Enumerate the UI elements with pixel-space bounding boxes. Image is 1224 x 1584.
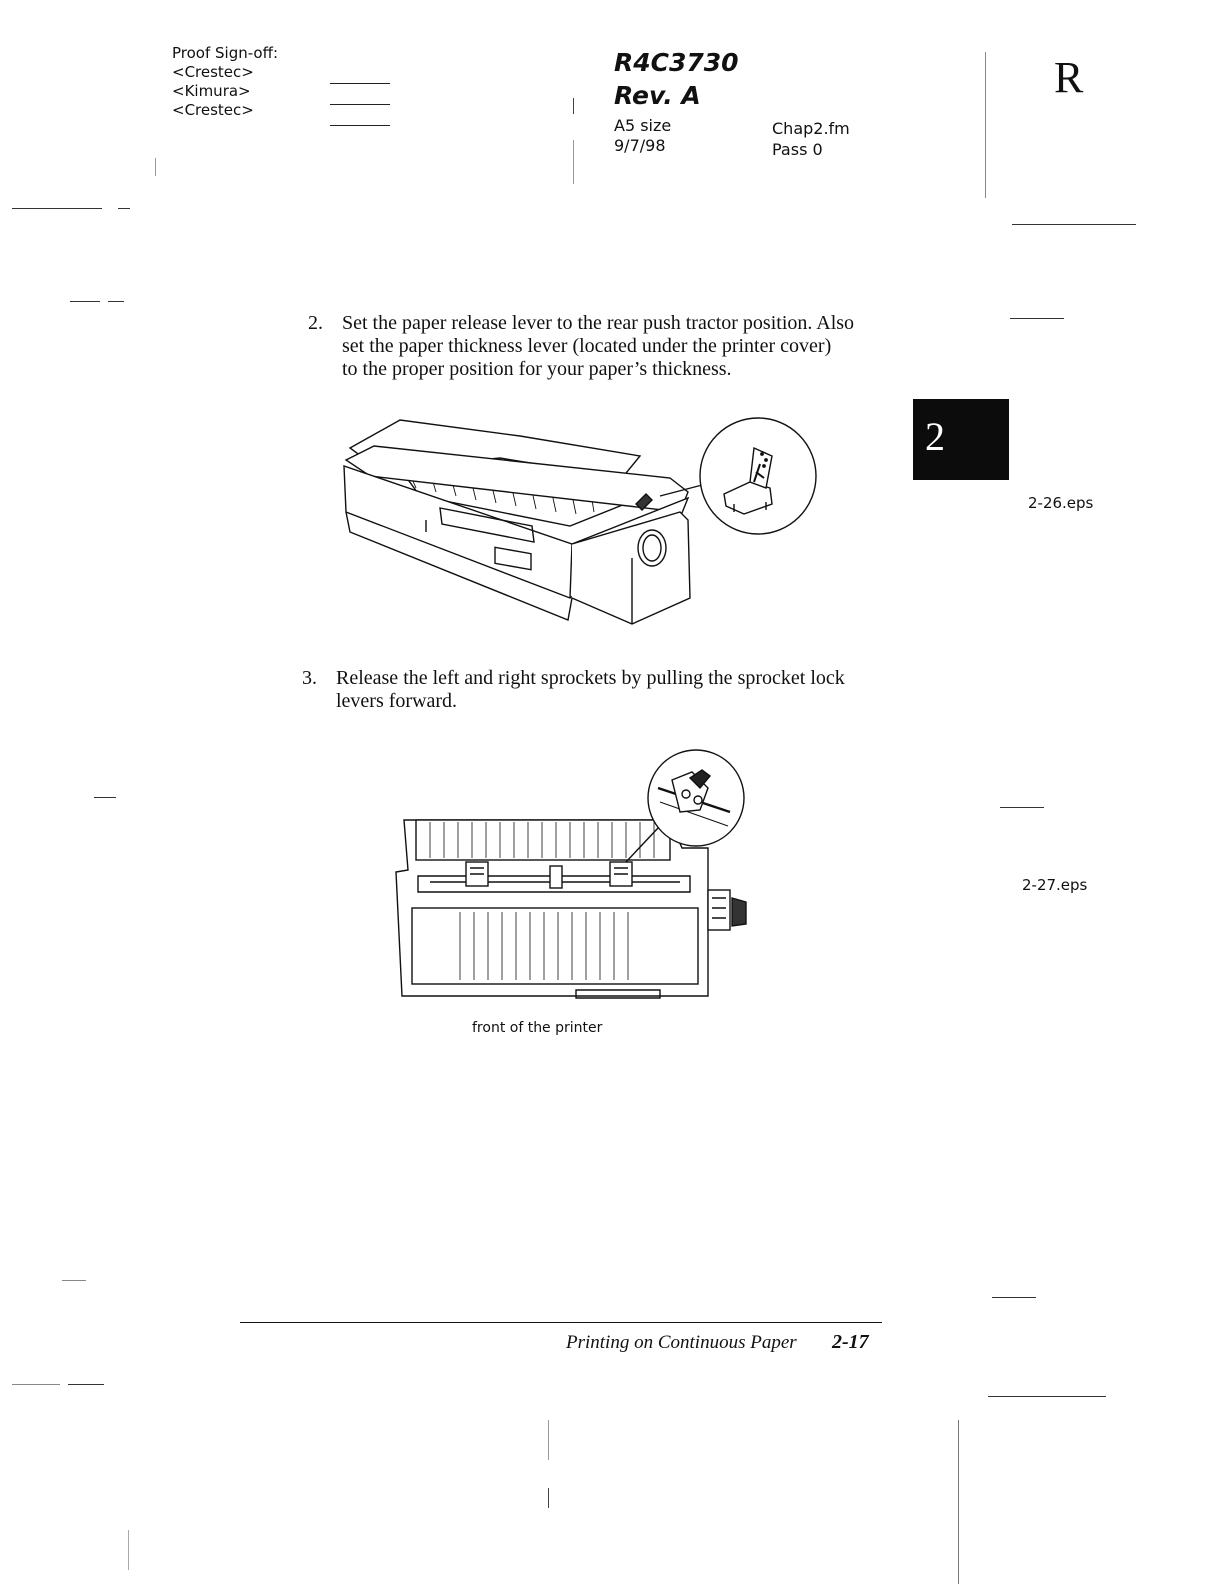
signature-line-2	[330, 104, 390, 105]
chapter-number: 2	[925, 414, 945, 459]
page-size: A5 size	[614, 116, 672, 135]
crop-mark	[108, 301, 124, 302]
document-revision: Rev. A	[614, 81, 701, 110]
crop-mark	[573, 98, 574, 114]
step-line: levers forward.	[336, 690, 458, 712]
document-date: 9/7/98	[614, 136, 666, 155]
crop-mark	[548, 1420, 549, 1460]
document-code-block	[614, 46, 739, 112]
figure-caption: front of the printer	[472, 1020, 603, 1036]
signature-line-3	[330, 125, 390, 126]
crop-mark	[1010, 318, 1064, 319]
crop-mark	[62, 1280, 86, 1281]
step-2	[308, 312, 908, 392]
crop-mark	[68, 1384, 104, 1385]
crop-mark	[155, 158, 156, 176]
proof-title: Proof Sign-off:	[172, 44, 278, 62]
footer-rule	[240, 1322, 882, 1323]
step-3	[302, 667, 902, 719]
proof-signer-2: <Kimura>	[172, 82, 251, 100]
document-code: R4C3730	[614, 48, 739, 77]
pass-number: Pass 0	[772, 140, 823, 159]
printer-paper-release-illustration	[340, 408, 830, 636]
step-line: Release the left and right sprockets by pulling the sprocket lock	[336, 667, 845, 689]
file-name: Chap2.fm	[772, 119, 850, 138]
signature-line-1	[330, 83, 390, 84]
step-number: 2.	[308, 312, 323, 334]
crop-mark	[94, 797, 116, 798]
step-line: to the proper position for your paper’s thickness.	[342, 358, 732, 380]
figure-file-label: 2-26.eps	[1028, 494, 1094, 512]
step-text	[342, 312, 854, 381]
step-line: Set the paper release lever to the rear push tractor position. Also	[342, 312, 855, 334]
crop-mark	[1000, 807, 1044, 808]
crop-mark	[958, 1420, 959, 1584]
chapter-tab	[913, 399, 1009, 480]
crop-mark	[70, 301, 100, 302]
crop-mark	[985, 52, 986, 198]
step-text	[336, 667, 845, 713]
crop-mark	[573, 140, 574, 184]
crop-mark	[548, 1488, 549, 1508]
step-line: set the paper thickness lever (located under the printer cover)	[342, 335, 832, 357]
crop-mark	[992, 1297, 1036, 1298]
proof-signoff	[172, 44, 278, 120]
figure-file-label: 2-27.eps	[1022, 876, 1088, 894]
crop-mark	[12, 208, 102, 209]
registration-mark: R	[1054, 53, 1084, 102]
sprocket-lock-illustration	[390, 748, 760, 1004]
page-number: 2-17	[832, 1331, 869, 1353]
crop-mark	[988, 1396, 1106, 1397]
footer-title: Printing on Continuous Paper	[566, 1332, 797, 1353]
step-number: 3.	[302, 667, 317, 689]
crop-mark	[12, 1384, 60, 1385]
proof-signer-3: <Crestec>	[172, 101, 254, 119]
crop-mark	[128, 1530, 129, 1570]
proof-signer-1: <Crestec>	[172, 63, 254, 81]
crop-mark	[118, 208, 130, 209]
crop-mark	[1012, 224, 1136, 225]
